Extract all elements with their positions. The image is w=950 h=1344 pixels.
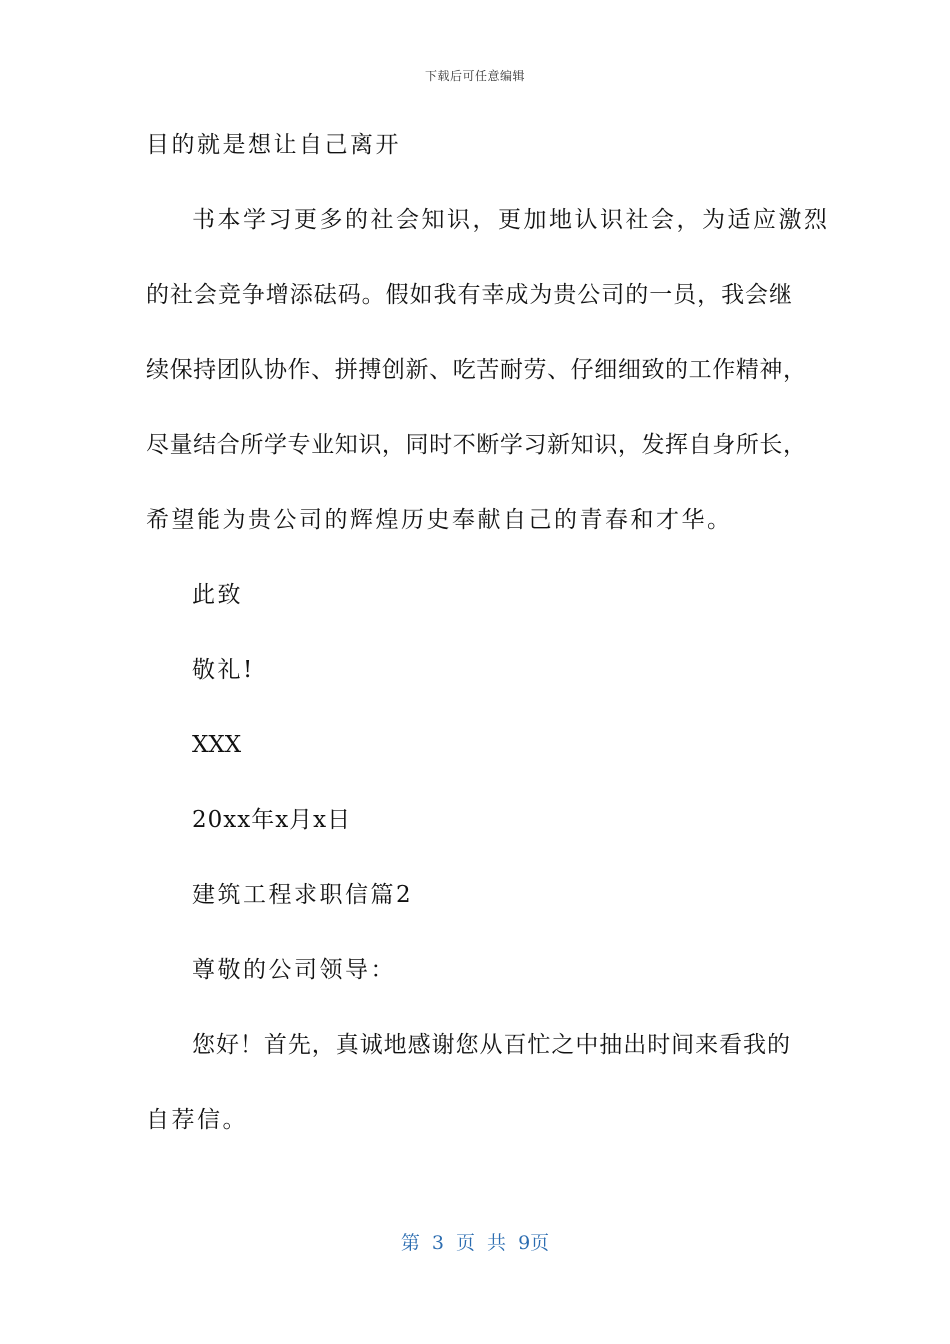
- page-number-footer: 第 3 页 共 9页: [400, 1232, 550, 1254]
- body-line-4: 续保持团队协作、拼搏创新、吃苦耐劳、仔细细致的工作精神，: [146, 357, 806, 383]
- signature-name: XXX: [192, 732, 242, 758]
- closing-respect: 敬礼!: [192, 657, 255, 683]
- body-line-2: 书本学习更多的社会知识，更加地认识社会，为适应激烈: [192, 207, 830, 233]
- page-header-note: 下载后可任意编辑: [424, 69, 525, 83]
- letter-greeting: 尊敬的公司领导：: [192, 957, 396, 983]
- body-line-6: 希望能为贵公司的辉煌历史奉献自己的青春和才华。: [146, 507, 733, 533]
- body-line-opening: 您好！首先，真诚地感谢您从百忙之中抽出时间来看我的: [192, 1032, 790, 1058]
- body-line-1: 目的就是想让自己离开: [146, 132, 401, 158]
- body-line-5: 尽量结合所学专业知识，同时不断学习新知识，发挥自身所长，: [146, 432, 806, 458]
- section-title: 建筑工程求职信篇2: [192, 882, 414, 908]
- signature-date: 20xx年x月x日: [192, 807, 352, 833]
- body-line-3: 的社会竞争增添砝码。假如我有幸成为贵公司的一员，我会继: [146, 282, 792, 308]
- closing-salutation: 此致: [192, 582, 243, 608]
- body-line-continuation: 自荐信。: [146, 1107, 248, 1133]
